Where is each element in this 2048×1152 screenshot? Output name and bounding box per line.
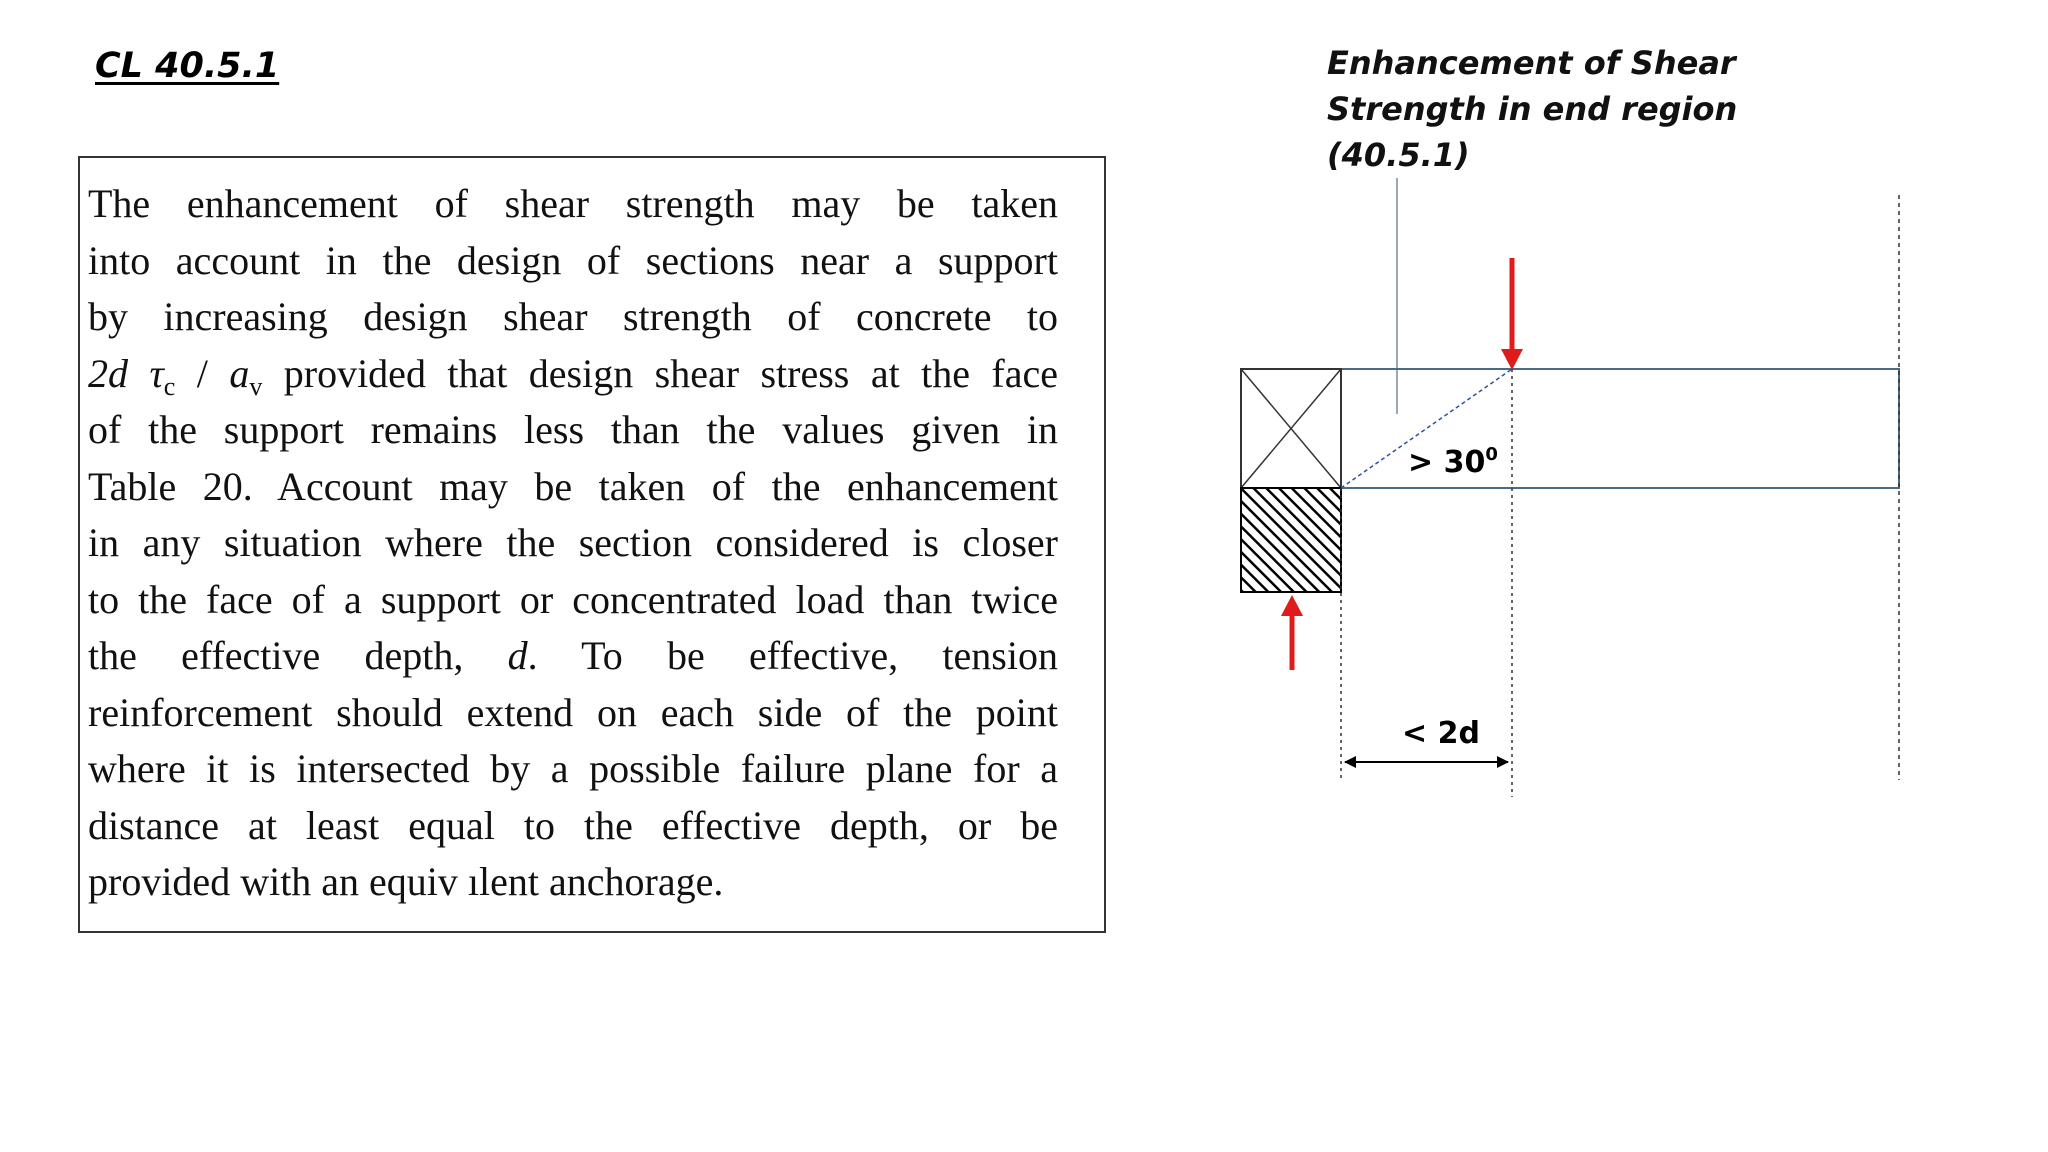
excerpt-line: The enhancement of shear strength may be taken <box>88 181 1058 226</box>
excerpt-line: distance at least equal to the effective depth, or be <box>88 802 1058 848</box>
excerpt-line: provided that design shear stress at the face <box>283 350 1059 396</box>
formula-a-sub: v <box>249 371 263 401</box>
excerpt-line: of the support remains less than the values given in <box>88 407 1058 452</box>
support-hatched <box>1241 488 1341 592</box>
excerpt-line: in any situation where the section considered is closer <box>88 520 1058 565</box>
excerpt-line: by increasing design shear strength of concrete to <box>88 294 1058 339</box>
excerpt-line: the effective depth, <box>88 633 508 678</box>
clause-heading: CL 40.5.1 <box>95 46 280 86</box>
excerpt-line: where it is intersected by a possible failure plane for a <box>88 746 1058 791</box>
excerpt-line: provided with an equiv ılent anchorage. <box>88 859 724 904</box>
reaction-arrow-icon <box>1281 595 1303 616</box>
excerpt-line: into account in the design of sections near a support <box>88 237 1058 283</box>
excerpt-line: reinforcement should extend on each side of the point <box>88 689 1058 735</box>
diagram-title-line: (40.5.1) <box>1327 136 1470 174</box>
excerpt-line: Table 20. Account may be taken of the enhancement <box>88 463 1058 509</box>
formula-tau-sub: c <box>163 371 176 401</box>
formula-coef: 2d <box>88 350 128 396</box>
formula-slash: / <box>175 350 230 396</box>
concentrated-load-arrow-icon <box>1501 349 1523 370</box>
diagram-title-line: Strength in end region <box>1327 90 1738 128</box>
excerpt-line: to the face of a support or concentrated load than twice <box>88 576 1058 622</box>
angle-degree: 0 <box>1485 444 1498 465</box>
diagram-title-line: Enhancement of Shear <box>1327 44 1736 82</box>
effective-depth-symbol: d <box>507 633 528 678</box>
angle-label: > $30^0$ <box>1408 444 1498 480</box>
formula-a: a <box>229 350 250 396</box>
formula-tau: τ <box>149 350 164 396</box>
excerpt-line-tail: . To be effective, tension <box>527 633 1058 678</box>
distance-label: < 2d <box>1402 716 1480 751</box>
beam-outline <box>1241 369 1899 488</box>
